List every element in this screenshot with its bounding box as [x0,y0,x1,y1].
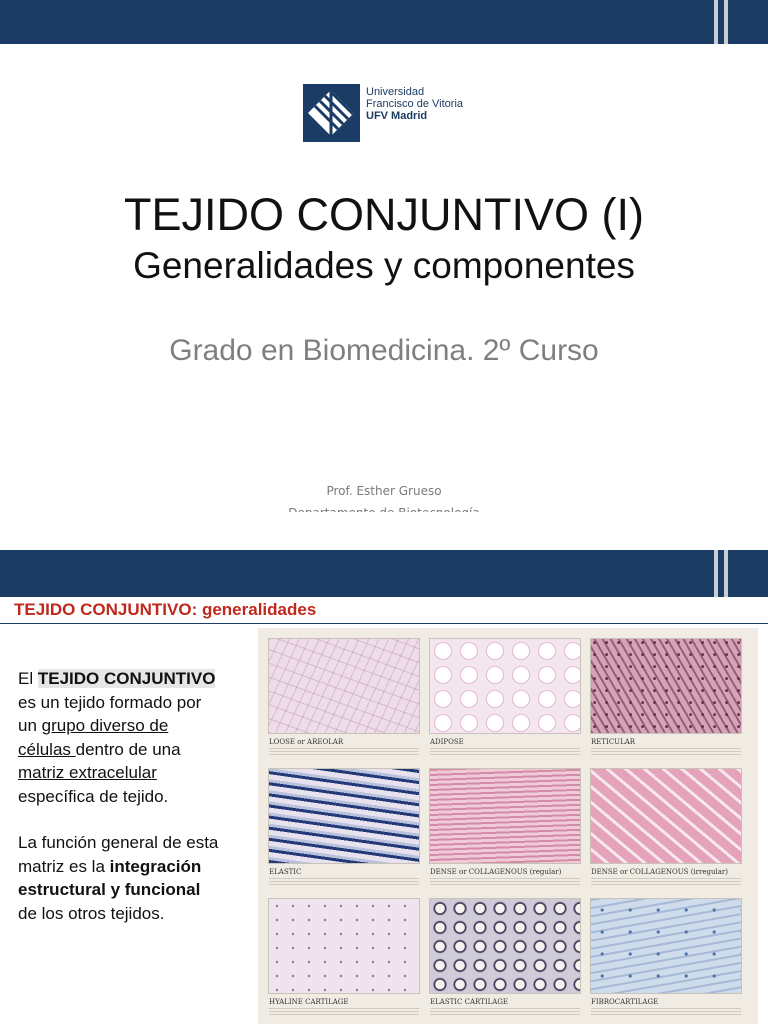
micrograph-image [268,768,420,864]
caption-fine-print [430,748,580,756]
micrograph-image [429,638,581,734]
micrograph-panel [268,898,420,1018]
caption-fine-print [591,1008,741,1016]
header-stripe [714,0,718,44]
underlined-term: matriz extracelular [18,763,157,782]
histology-plate [258,628,758,1024]
highlight-term: TEJIDO CONJUNTIVO [37,669,216,688]
micrograph-caption: RETICULAR [591,738,636,746]
micrograph-caption: ELASTIC [269,868,302,876]
micrograph-panel [268,638,420,758]
professor-name: Prof. Esther Grueso [326,484,442,498]
micrograph-caption: ADIPOSE [430,738,464,746]
micrograph-panel [268,768,420,888]
caption-fine-print [269,878,419,886]
text-run: dentro de una [75,739,181,759]
course-label: Grado en Biomedicina. 2º Curso [169,334,599,367]
caption-fine-print [591,878,741,886]
body-text [18,667,254,925]
underlined-term: células [18,739,76,759]
text-run: El [18,669,38,688]
caption-fine-print [269,748,419,756]
bold-term: integración [109,856,202,876]
caption-fine-print [430,1008,580,1016]
micrograph-caption: HYALINE CARTILAGE [269,998,349,1006]
micrograph-image [268,638,420,734]
micrograph-caption: LOOSE or AREOLAR [269,738,344,746]
text-run: es un tejido formado por [18,692,202,712]
bold-term: estructural y funcional [18,880,201,899]
micrograph-image [429,898,581,994]
micrograph-panel [590,768,742,888]
university-logo [303,84,463,142]
content-slide [0,512,768,1024]
text-run: La función general de esta [18,833,219,852]
micrograph-caption: DENSE or COLLAGENOUS (irregular) [591,868,728,876]
presentation-subtitle: Generalidades y componentes [133,245,635,286]
header-stripe [724,0,728,44]
header-stripe [714,550,718,597]
caption-fine-print [269,1008,419,1016]
text-run: específica de tejido. [18,786,169,806]
header-stripe [724,550,728,597]
slide-title: TEJIDO CONJUNTIVO: generalidades [14,600,317,619]
micrograph-panel [429,768,581,888]
presentation-title: TEJIDO CONJUNTIVO (I) [124,189,644,240]
micrograph-caption: DENSE or COLLAGENOUS (regular) [430,868,562,876]
micrograph-panel [590,898,742,1018]
ufv-emblem-icon [303,84,360,142]
logo-text-line3: UFV Madrid [366,110,428,122]
title-divider [0,623,768,624]
micrograph-caption: FIBROCARTILAGE [591,998,659,1006]
text-run: un [18,716,42,735]
micrograph-image [429,768,581,864]
micrograph-image [590,898,742,994]
micrograph-image [590,768,742,864]
micrograph-image [590,638,742,734]
caption-fine-print [430,878,580,886]
text-run: matriz es la [18,856,110,876]
paragraph-1 [18,667,254,808]
underlined-term: grupo diverso de [41,716,169,735]
micrograph-panel [590,638,742,758]
micrograph-image [268,898,420,994]
micrograph-caption: ELASTIC CARTILAGE [430,998,509,1006]
micrograph-panel [429,898,581,1018]
text-run: de los otros tejidos. [18,903,165,923]
logo-text-line2: Francisco de Vitoria [366,98,464,110]
paragraph-2 [18,831,254,925]
caption-fine-print [591,748,741,756]
micrograph-panel [429,638,581,758]
logo-text-line1: Universidad [366,86,425,98]
header-bar [0,0,768,44]
header-bar [0,550,768,597]
